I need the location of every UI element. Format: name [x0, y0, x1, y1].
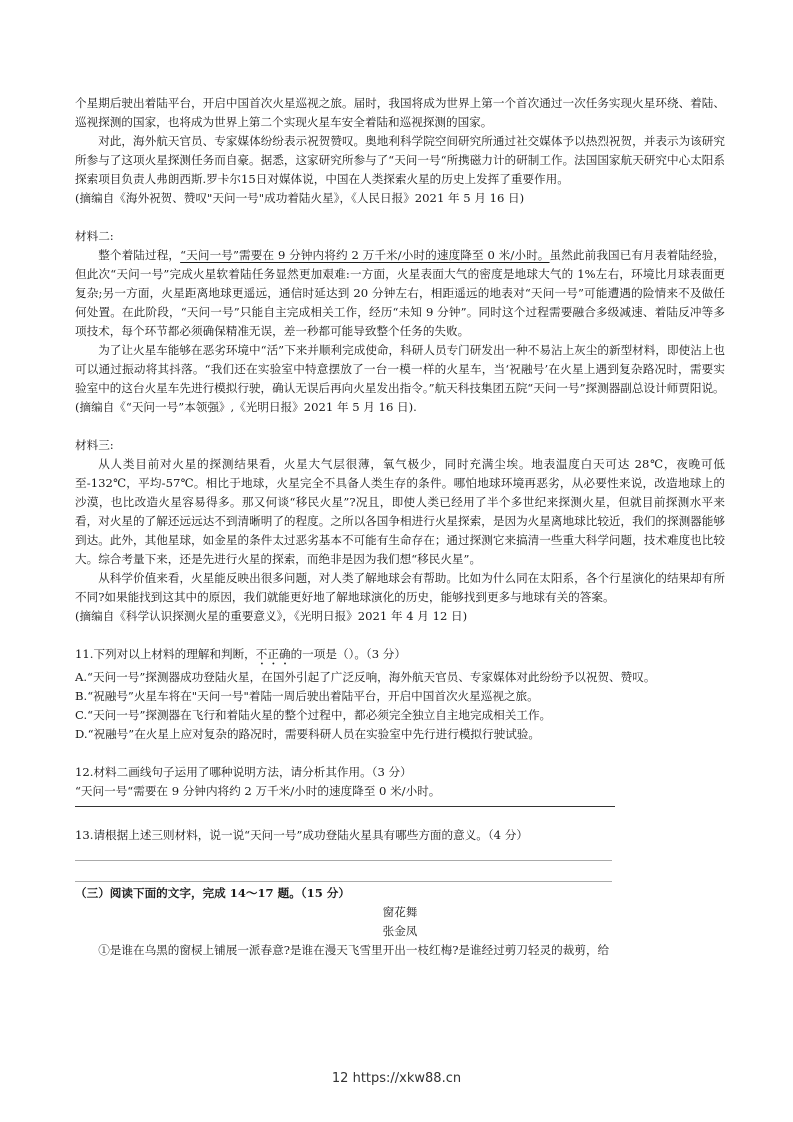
question-12-quote: “天问一号“需要在 9 分钟内将约 2 万千米/小时的速度降至 0 米/小时。: [75, 784, 441, 798]
q11-emphasis: 不正确: [255, 647, 291, 661]
material-two-source: (摘编自《“天问一号”本领强》,《光明日报》2021 年 5 月 16 日).: [75, 400, 417, 414]
essay-paragraph-1: ①是谁在乌黑的窗棂上铺展一派春意?是谁在漫天飞雪里开出一枝红梅?是谁经过剪刀轻灵的裁剪，给: [98, 943, 610, 957]
material-three-label: 材料三:: [75, 438, 114, 452]
essay-author: 张金凤: [382, 924, 418, 938]
m2-p1-before: 整个着陆过程，: [98, 248, 181, 262]
material-three-paragraph-1: 从人类目前对火星的探测结果看，火星大气层很薄，氧气极少，同时充满尘埃。地表温度白天可达 28℃，夜晚可低至-132℃，平均-57℃。相比于地球，火星完全不具备人类生存的条件。哪怕地球环境再恶劣，从必要性来说，改造地球上的沙漠，也比改造火星容易得多。那又何谈“移民火星”?况且，即使人类已经用了半个多世纪来探测火星，但就目前探测水平来看，对火星的了解还远远达不到清晰明了的程度。之所以各国争相进行火星探索，是因为火星离地球比较近，我们的探测器能够到达。此外，其他星球，如金星的条件太过恶劣基本不可能有生命存在；通过探测它来搞清一些重大科学问题，技术难度也比较大。综合考量下来，还是先进行火星的探索，而绝非是因为我们想“移民火星”。: [75, 457, 725, 566]
material-three-source: (摘编自《科学认识探测火星的重要意义》，《光明日报》2021 年 4 月 12 日): [75, 609, 468, 623]
document-content: [75, 94, 725, 960]
page-footer: 12 https://xkw88.cn: [331, 1071, 462, 1086]
underlined-sentence: “天问一号”需要在 9 分钟内将约 2 万千米/小时的速度降至 0 米/小时。: [180, 248, 550, 262]
question-11-stem: [75, 645, 725, 668]
question-11-option-c: C.“天问一号”探测器在飞行和着陆火星的整个过程中，都必须完全独立自主地完成相关工作。: [75, 708, 552, 722]
material-one-tail-paragraph: 个星期后驶出着陆平台，开启中国首次火星巡视之旅。届时，我国将成为世界上第一个首次通过一次任务实现火星环绕、着陆、巡视探测的国家，也将成为世界上第二个实现火星车安全着陆和巡视探测的国家。: [75, 96, 725, 129]
q11-stem-after: 的一项是（）。（3 分）: [290, 647, 406, 661]
section-three-heading: （三）阅读下面的文字，完成 14～17 题。（15 分）: [75, 886, 350, 900]
question-11-option-a: A.“天问一号”探测器成功登陆火星，在国外引起了广泛反响，海外航天官员、专家媒体对此纷纷予以祝贺、赞叹。: [75, 670, 656, 684]
material-two-paragraph-2: 为了让火星车能够在恶劣环境中“活”下来并顺利完成使命，科研人员专门研发出一种不易沾上灰尘的新型材料，即使沾上也可以通过振动将其抖落。“我们还在实验室中特意摆放了一台一模一样的火星车，当‘祝融号’在火星上遇到复杂路况时，需要实验室中的这台火星车先进行模拟行驶，确认无误后再向火星发出指令。”航天科技集团五院“天问一号”探测器副总设计师贾阳说。: [75, 343, 725, 395]
question-12-stem: 12.材料二画线句子运用了哪种说明方法，请分析其作用。（3 分）: [75, 765, 412, 779]
essay-title: 窗花舞: [382, 905, 418, 919]
material-two-paragraph-1: [75, 246, 725, 341]
material-one-source: (摘编自《海外祝贺、赞叹"天问一号"成功着陆火星》，《人民日报》2021 年 5 月 16 日): [75, 191, 525, 205]
material-one-paragraph-2: 对此，海外航天官员、专家媒体纷纷表示祝贺赞叹。奥地利科学院空间研究所通过社交媒体予以热烈祝贺，并表示为该研究所参与了这项火星探测任务而自豪。据悉，这家研究所参与了“天问一号“所携磁力计的研制工作。法国国家航天研究中心太阳系探索项目负责人弗朗西斯.罗卡尔15日对媒体说，中国在人类探索火星的历史上发挥了重要作用。: [75, 134, 725, 186]
material-two-label: 材料二:: [75, 229, 114, 243]
answer-line-q13-2[interactable]: [75, 880, 612, 882]
material-three-paragraph-2: 从科学价值来看，火星能反映出很多问题，对人类了解地球会有帮助。比如为什么同在太阳系，各个行星演化的结果却有所不同?如果能找到这其中的原因，我们就能更好地了解地球演化的历史，能够找到更多与地球有关的答案。: [75, 571, 725, 604]
question-11-option-d: D.“祝融号”在火星上应对复杂的路况时，需要科研人员在实验室中先行进行模拟行驶试验。: [75, 727, 540, 741]
question-13-stem: 13.请根据上述三则材料，说一说“天问一号”成功登陆火星具有哪些方面的意义。（4 分）: [75, 828, 528, 842]
m2-p1-after: 虽然此前我国已有月表着陆经验，但此次“天问一号”完成火星软着陆任务显然更加艰难:一方面，火星表面大气的密度是地球大气的 1%左右，环境比月球表面更复杂;另一方面，火星距离地球更遥远，通信时延达到 20 分钟左右，相距遥远的地表对“天问一号”可能遭遇的险情来不及做任何处置。在此阶段，“天问一号”只能自主完成相关工作，经历“未知 9 分钟”。同时这个过程需要融合多级减速、着陆反冲等多项技术，每个环节都必须确保精准无误，差一秒都可能导致整个任务的失败。: [75, 248, 725, 338]
question-11-option-b: B.“祝融号”火星车将在"天问一号"着陆一周后驶出着陆平台，开启中国首次火星巡视之旅。: [75, 689, 539, 703]
q11-stem-before: 11.下列对以上材料的理解和判断，: [75, 647, 256, 661]
